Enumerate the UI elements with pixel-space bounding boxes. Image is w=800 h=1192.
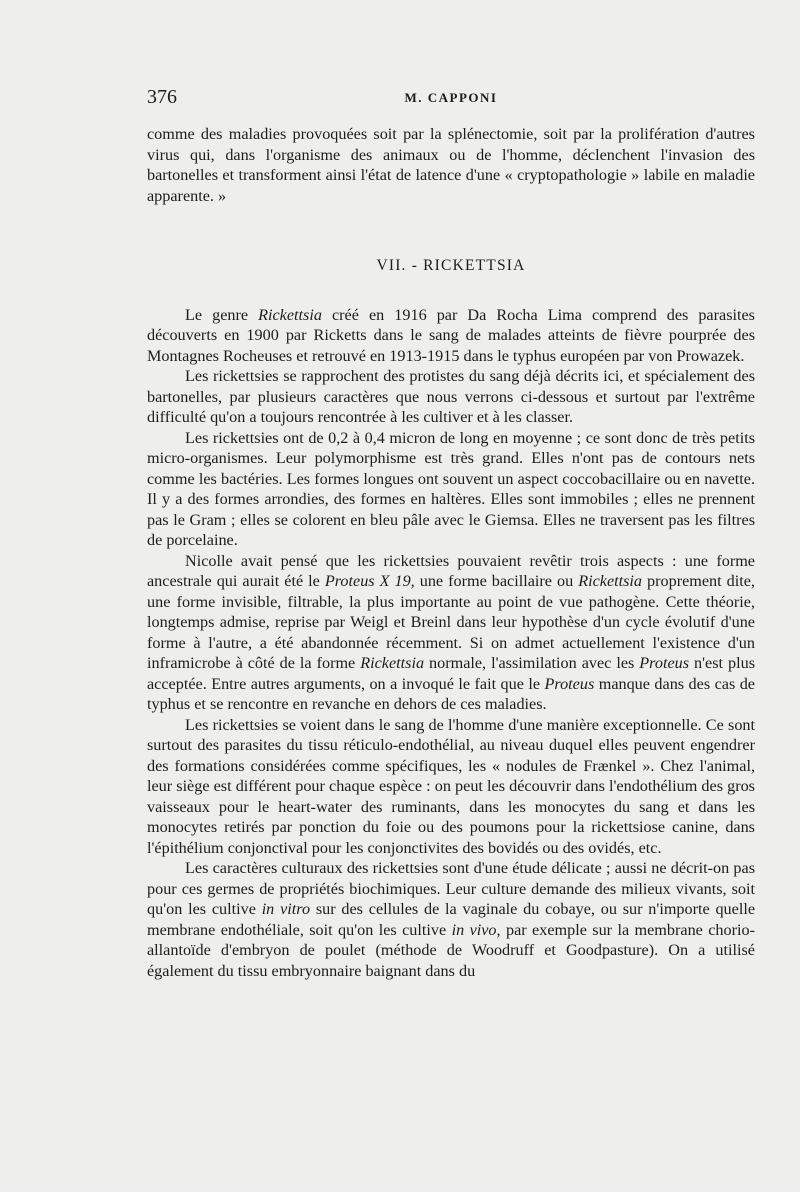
italic-term: Rickettsia xyxy=(258,305,322,324)
italic-term: Rickettsia xyxy=(360,654,425,672)
italic-term: Proteus X 19, xyxy=(324,572,415,590)
intro-paragraph: comme des maladies provoquées soit par la splénectomie, soit par la prolifération d'autres virus qui, dans l'organisme des animaux ou de l'homme, déclenchent l'invasion des bartonelles et transforment ainsi l'état de latence d'une « cryptopathologie » labile en maladie apparente. » xyxy=(147,125,755,205)
paragraph-genre: Le genre Rickettsia créé en 1916 par Da Rocha Lima comprend des parasites découverts en 1900 par Ricketts dans le sang de malades atteints de fièvre pourprée des Montagnes Rocheuses et retrouvé en 1913-1915 dans le typhus européen par von Prowazek. xyxy=(147,305,755,365)
page-number: 376 xyxy=(147,86,177,108)
italic-term: Rickettsia xyxy=(578,572,643,590)
running-title: M. CAPPONI xyxy=(404,90,498,105)
italic-term: in vitro xyxy=(261,900,311,918)
paragraph-morphology: Les rickettsies ont de 0,2 à 0,4 micron de long en moyenne ; ce sont donc de très petits micro-organismes. Leur polymorphisme est très grand. Elles n'ont pas de contours nets comme les bactéries. Les formes longues ont souvent un aspect coccobacillaire ou en navette. Il y a des formes arrondies, des formes en haltères. Elles sont immobiles ; elles ne prennent pas le Gram ; elles se colorent en bleu pâle avec le Giemsa. Elles ne traversent pas les filtres de porcelaine. xyxy=(147,428,755,549)
section-title: VII. - RICKETTSIA xyxy=(376,257,526,274)
paragraph-protistes: Les rickettsies se rapprochent des protistes du sang déjà décrits ici, et spécialement des bartonelles, par plusieurs caractères que nous verrons ci-dessous et surtout par l'extrême difficulté qu'on a toujours rencontrée à les cultiver et à les classer. xyxy=(147,367,755,426)
page-header xyxy=(147,86,755,110)
italic-term: in vivo, xyxy=(451,920,501,939)
paragraph-localisation: Les rickettsies se voient dans le sang de l'homme d'une manière exceptionnelle. Ce sont surtout des parasites du tissu réticulo-endothélial, au niveau duquel elles peuvent engendrer des formations considérées comme spécifiques, les « nodules de Frænkel ». Chez l'animal, leur siège est différent pour chaque espèce : on peut les découvrir dans l'endothélium des gros vaisseaux pour le heart-water des ruminants, dans les monocytes du sang et dans les monocytes retirés par ponction du foie ou des poumons pour la rickettsiose canine, dans l'épithélium conjonctival pour les conjonctivites des bovidés ou des ovidés, etc. xyxy=(147,715,755,857)
italic-term: Proteus xyxy=(544,674,595,693)
paragraph-nicolle: Nicolle avait pensé que les rickettsies pouvaient revêtir trois aspects : une forme ancestrale qui aurait été le Proteus X 19, une forme bacillaire ou Rickettsia proprement dite, une forme invisible, filtrable, la plus importante au point de vue pathogène. Cette théorie, longtemps admise, reprise par Weigl et Breinl dans leur hypothèse d'un cycle évolutif d'une forme à l'autre, a été abandonnée récemment. Si on admet actuellement l'existence d'un inframicrobe à côté de la forme Rickettsia normale, l'assimilation avec les Proteus n'est plus acceptée. Entre autres arguments, on a invoqué le fait que le Proteus manque dans des cas de typhus et se rencontre en revanche en dehors de ces maladies. xyxy=(147,551,755,713)
paragraph-culture: Les caractères culturaux des rickettsies sont d'une étude délicate ; aussi ne décrit-on pas pour ces germes de propriétés biochimiques. Leur culture demande des milieux vivants, soit qu'on les cultive in vitro sur des cellules de la vaginale du cobaye, ou sur n'importe quelle membrane endothéliale, soit qu'on les cultive in vivo, par exemple sur la membrane chorio-allantoïde d'embryon de poulet (méthode de Woodruff et Goodpasture). On a utilisé également du tissu embryonnaire baignant dans du xyxy=(147,859,756,980)
body-text xyxy=(147,124,755,981)
italic-term: Proteus xyxy=(639,654,690,672)
